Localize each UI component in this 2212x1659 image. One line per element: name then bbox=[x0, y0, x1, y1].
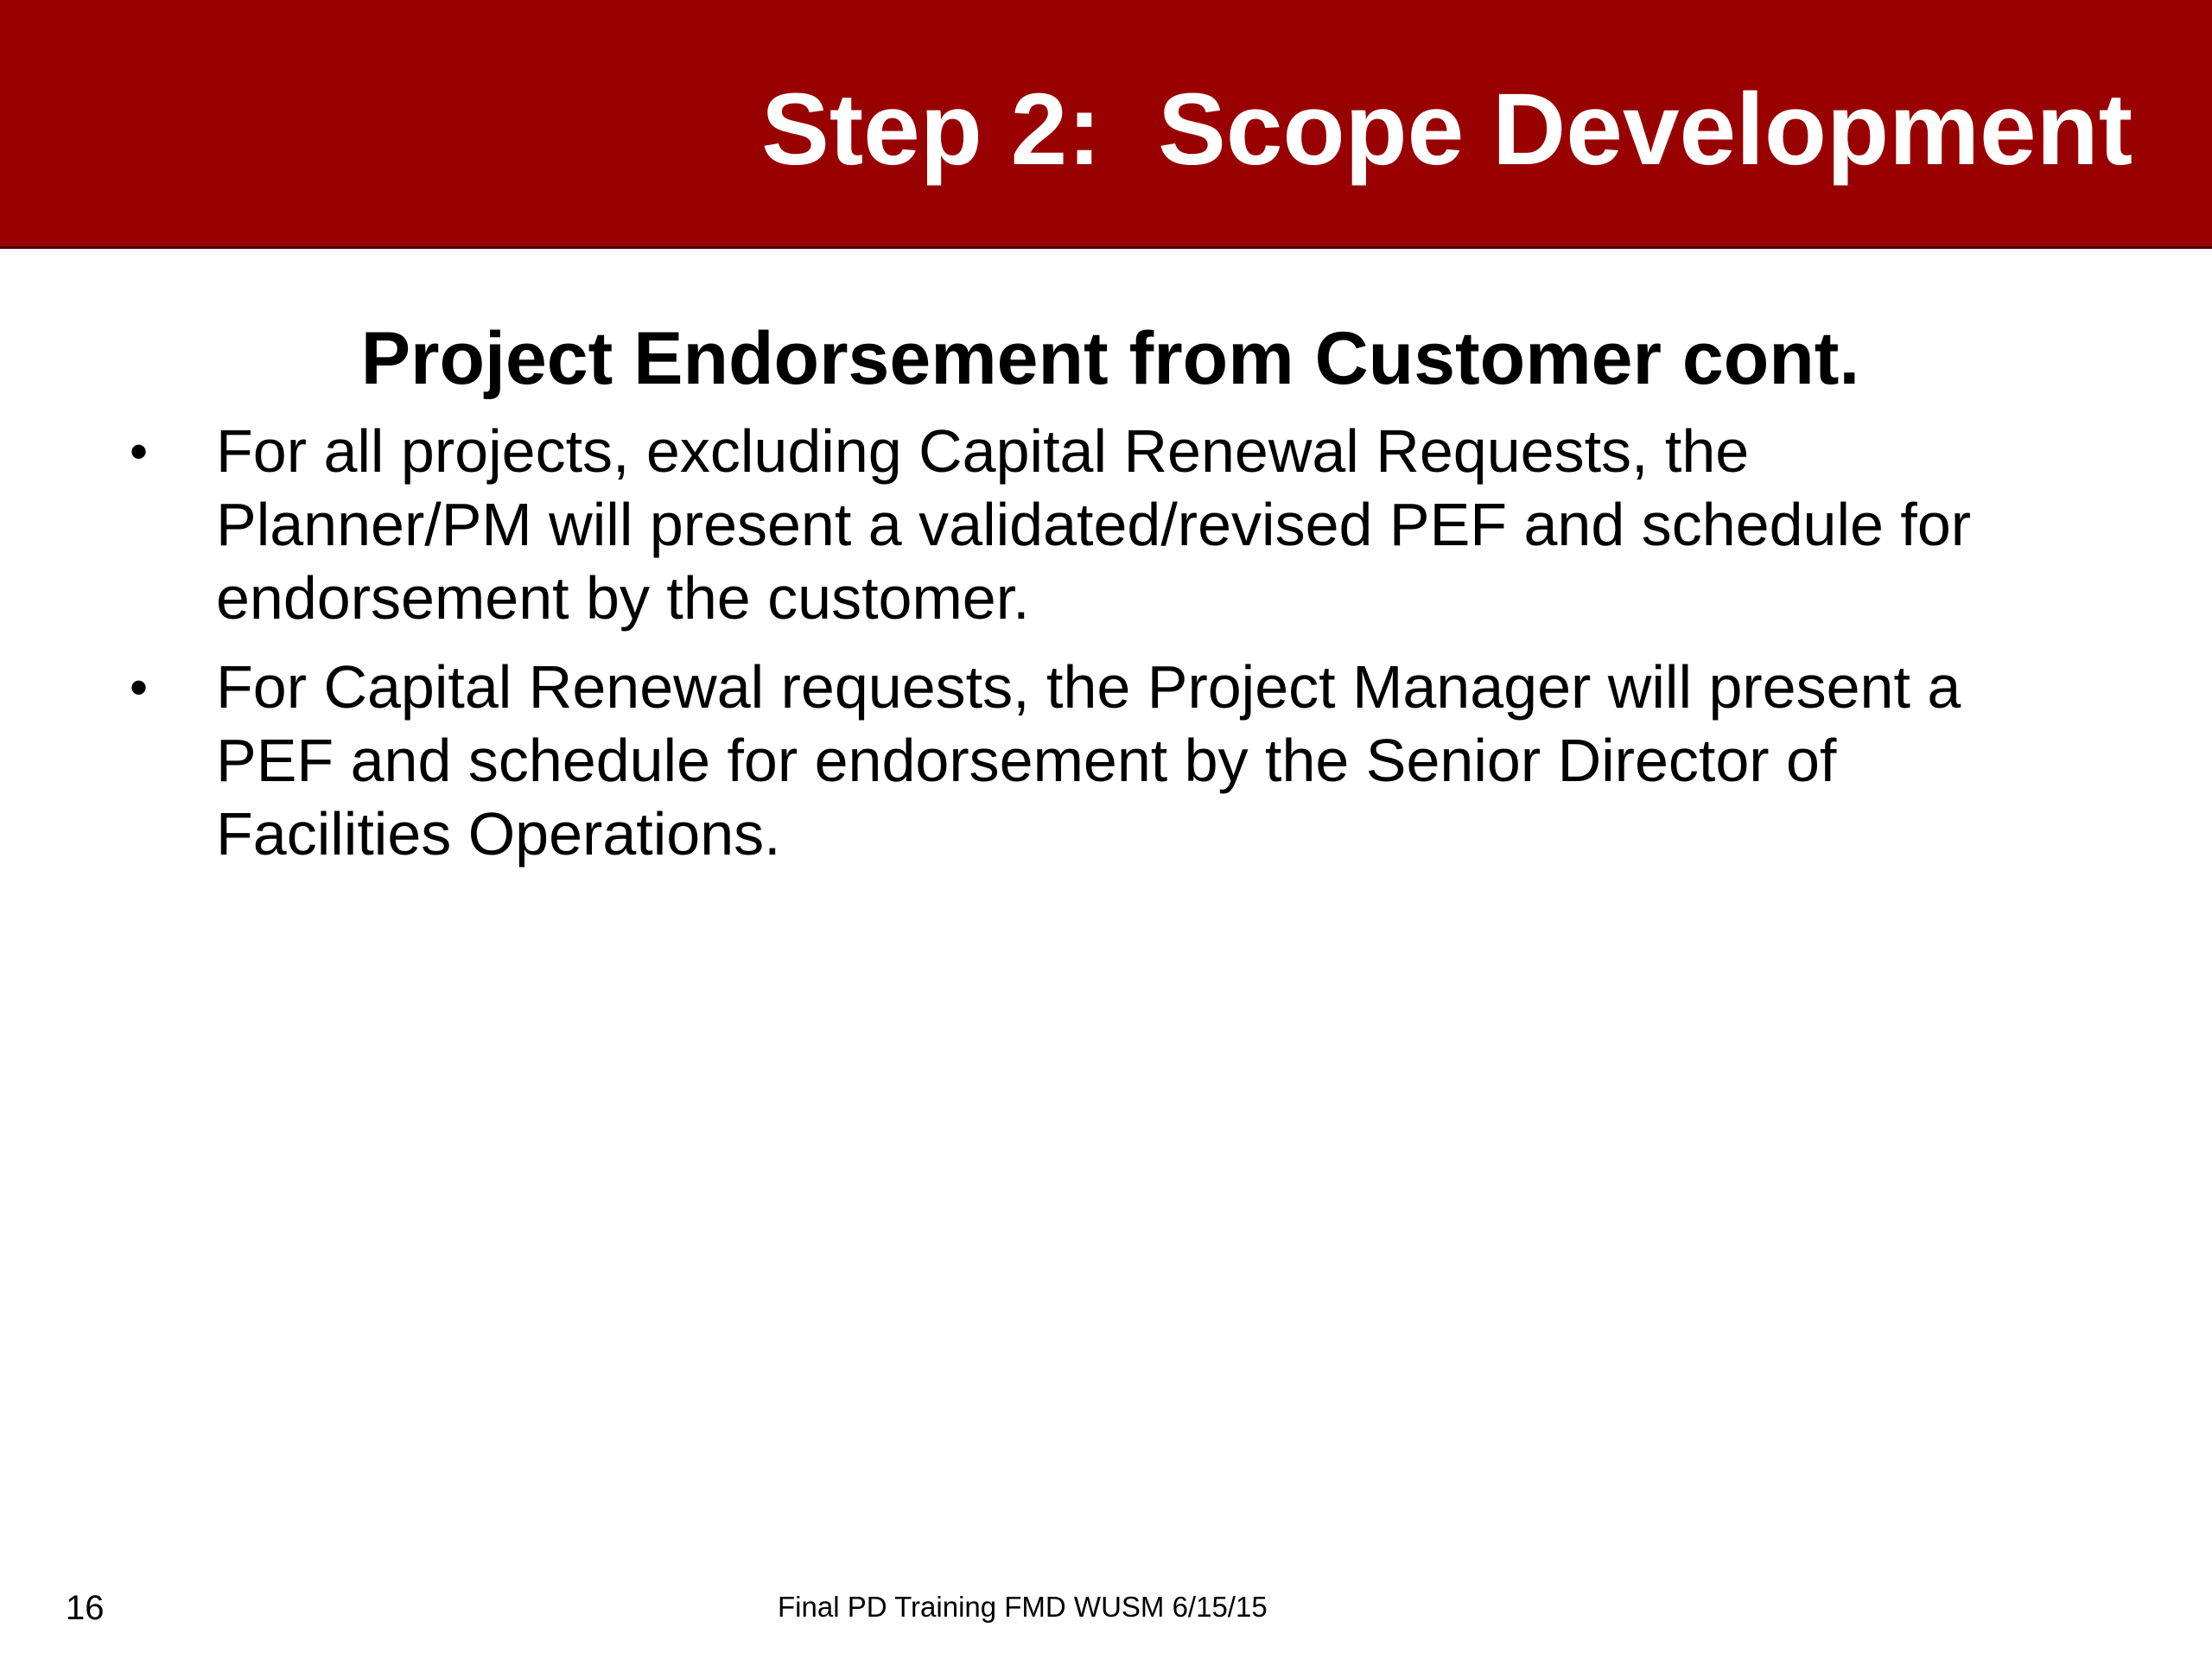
bullet-item bbox=[130, 415, 2074, 635]
bullet-text: For all projects, excluding Capital Renewal Requests, the Planner/PM will present a validated/revised PEF and schedule for endorsement by the customer. bbox=[216, 417, 1972, 632]
bullet-icon: • bbox=[130, 423, 149, 480]
bullet-item bbox=[130, 651, 2074, 871]
title-band bbox=[0, 0, 2212, 249]
bullet-icon: • bbox=[130, 658, 149, 716]
bullet-text: For Capital Renewal requests, the Project Manager will present a PEF and schedule for endorsement by the Senior Director of Facilities Operations. bbox=[216, 653, 1961, 868]
footer-text: Final PD Training FMD WUSM 6/15/15 bbox=[778, 1591, 1268, 1623]
slide-subtitle: Project Endorsement from Customer cont. bbox=[360, 317, 1860, 400]
slide-title: Step 2: Scope Development bbox=[761, 73, 2133, 187]
page-number: 16 bbox=[66, 1589, 105, 1627]
bullet-list bbox=[130, 415, 2074, 887]
